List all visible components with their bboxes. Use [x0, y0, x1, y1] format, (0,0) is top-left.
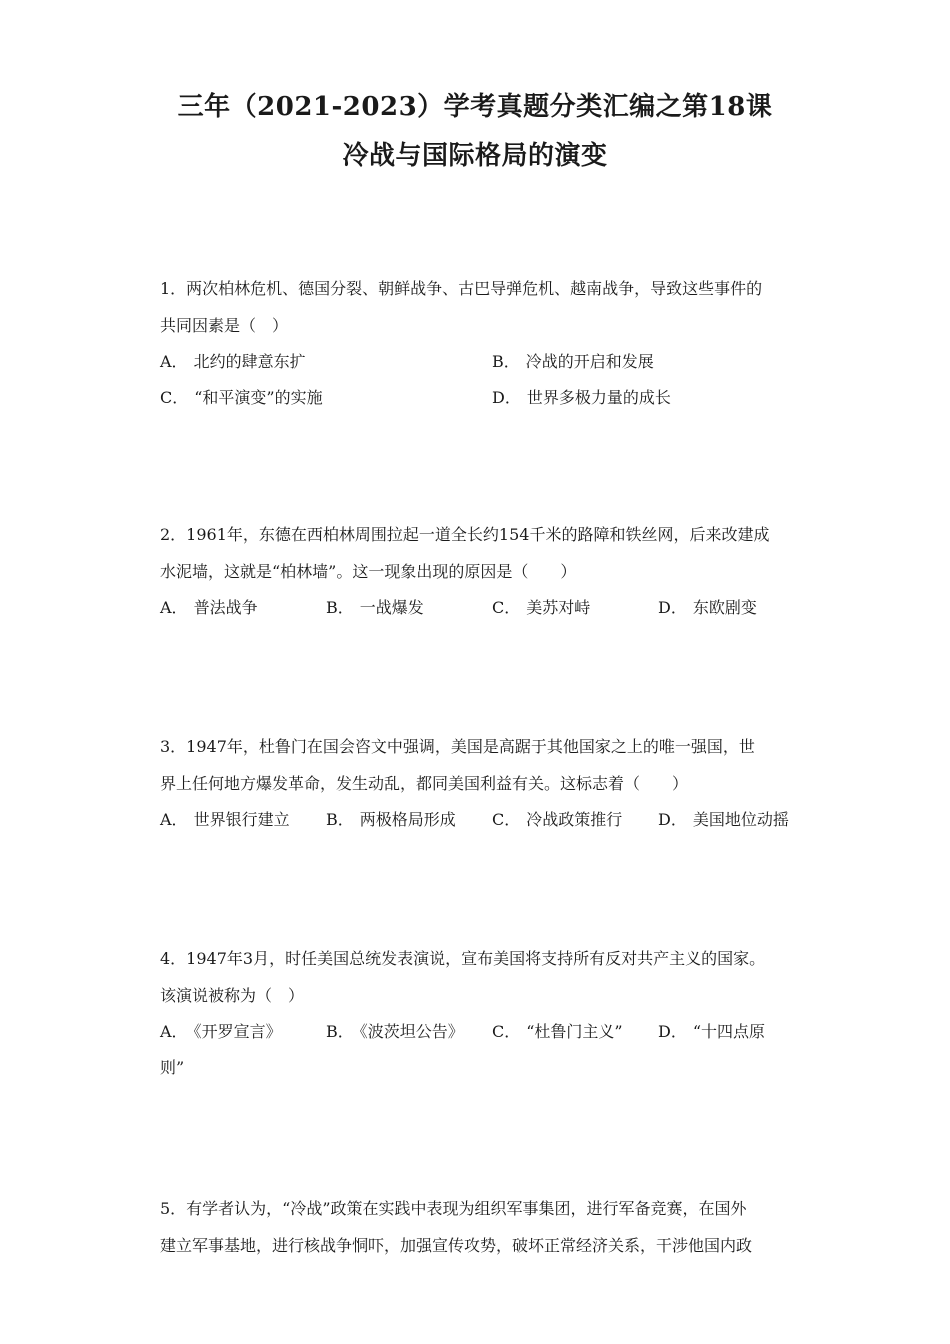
option-text: 美苏对峙: [526, 598, 591, 617]
question-stem: [160, 516, 792, 590]
options-row: [160, 590, 792, 626]
option-text: 东欧剧变: [692, 598, 757, 617]
options-row: [160, 380, 792, 416]
stem-line: 共同因素是（ ）: [160, 316, 289, 335]
option-text: “杜鲁门主义”: [526, 1022, 623, 1041]
option-text: “和平演变”的实施: [194, 388, 323, 407]
option-letter: D．: [658, 598, 687, 617]
option-d[interactable]: [658, 590, 757, 626]
stem-line: 该演说被称为（ ）: [160, 986, 305, 1005]
option-c[interactable]: [492, 1014, 623, 1050]
option-text: 北约的肆意东扩: [193, 352, 306, 371]
option-letter: C．: [492, 1022, 521, 1041]
option-d[interactable]: [658, 802, 789, 838]
document-title-line2: 冷战与国际格局的演变: [342, 141, 608, 171]
option-letter: C．: [160, 388, 189, 407]
option-letter: A．: [160, 598, 188, 617]
option-c[interactable]: [160, 380, 323, 416]
question-5: [160, 1190, 792, 1264]
stem-line: 水泥墙，这就是“柏林墙”。这一现象出现的原因是（ ）: [160, 562, 577, 581]
question-2: [160, 516, 792, 626]
options-row: [160, 344, 792, 380]
question-1: [160, 270, 792, 416]
stem-line: 1．两次柏林危机、德国分裂、朝鲜战争、古巴导弹危机、越南战争，导致这些事件的: [160, 279, 763, 298]
option-a[interactable]: [160, 802, 290, 838]
option-letter: D．: [658, 1022, 687, 1041]
option-letter: D．: [658, 810, 687, 829]
options-row: [160, 1014, 792, 1050]
option-letter: B．: [326, 1022, 354, 1041]
option-a[interactable]: [160, 344, 306, 380]
option-c[interactable]: [492, 802, 622, 838]
option-text: “十四点原: [692, 1022, 766, 1041]
option-letter: D．: [492, 388, 521, 407]
question-4: [160, 940, 792, 1086]
option-c[interactable]: [492, 590, 590, 626]
option-text: 冷战政策推行: [526, 810, 623, 829]
option-d[interactable]: [492, 380, 671, 416]
option-letter: A．: [160, 352, 188, 371]
stem-line: 界上任何地方爆发革命，发生动乱，都同美国利益有关。这标志着（ ）: [160, 774, 689, 793]
option-text: 世界多极力量的成长: [526, 388, 671, 407]
question-stem: [160, 940, 792, 1014]
option-b[interactable]: [326, 1014, 464, 1050]
question-stem: [160, 270, 792, 344]
option-text: 一战爆发: [359, 598, 424, 617]
option-text: 《开罗宣言》: [193, 1022, 282, 1041]
option-a[interactable]: [160, 590, 258, 626]
option-b[interactable]: [326, 590, 424, 626]
option-text: 两极格局形成: [359, 810, 456, 829]
option-letter: B．: [326, 810, 354, 829]
options-row: [160, 802, 792, 838]
option-b[interactable]: [326, 802, 456, 838]
option-letter: B．: [492, 352, 520, 371]
stem-line: 4．1947年3月，时任美国总统发表演说，宣布美国将支持所有反对共产主义的国家。: [160, 949, 766, 968]
option-letter: B．: [326, 598, 354, 617]
stem-line: 5．有学者认为，“冷战”政策在实践中表现为组织军事集团，进行军备竞赛，在国外: [160, 1199, 747, 1218]
option-text: 冷战的开启和发展: [525, 352, 654, 371]
option-text: 美国地位动摇: [692, 810, 789, 829]
stem-line: 2．1961年，东德在西柏林周围拉起一道全长约154千米的路障和铁丝网，后来改建成: [160, 525, 770, 544]
stem-line: 建立军事基地，进行核战争恫吓，加强宣传攻势，破坏正常经济关系，干涉他国内政: [160, 1236, 753, 1255]
option-letter: A．: [160, 1022, 188, 1041]
option-letter: C．: [492, 598, 521, 617]
option-d-continuation: 则”: [160, 1058, 185, 1077]
question-3: [160, 728, 792, 838]
stem-line: 3．1947年，杜鲁门在国会咨文中强调，美国是高踞于其他国家之上的唯一强国，世: [160, 737, 755, 756]
option-letter: A．: [160, 810, 188, 829]
option-b[interactable]: [492, 344, 654, 380]
question-stem: [160, 1190, 792, 1264]
question-stem: [160, 728, 792, 802]
option-text: 《波茨坦公告》: [359, 1022, 464, 1041]
document-title-line1: 三年（2021-2023）学考真题分类汇编之第18课: [177, 92, 773, 122]
option-a[interactable]: [160, 1014, 282, 1050]
option-d[interactable]: [658, 1014, 765, 1050]
option-text: 世界银行建立: [193, 810, 290, 829]
option-letter: C．: [492, 810, 521, 829]
option-text: 普法战争: [193, 598, 258, 617]
